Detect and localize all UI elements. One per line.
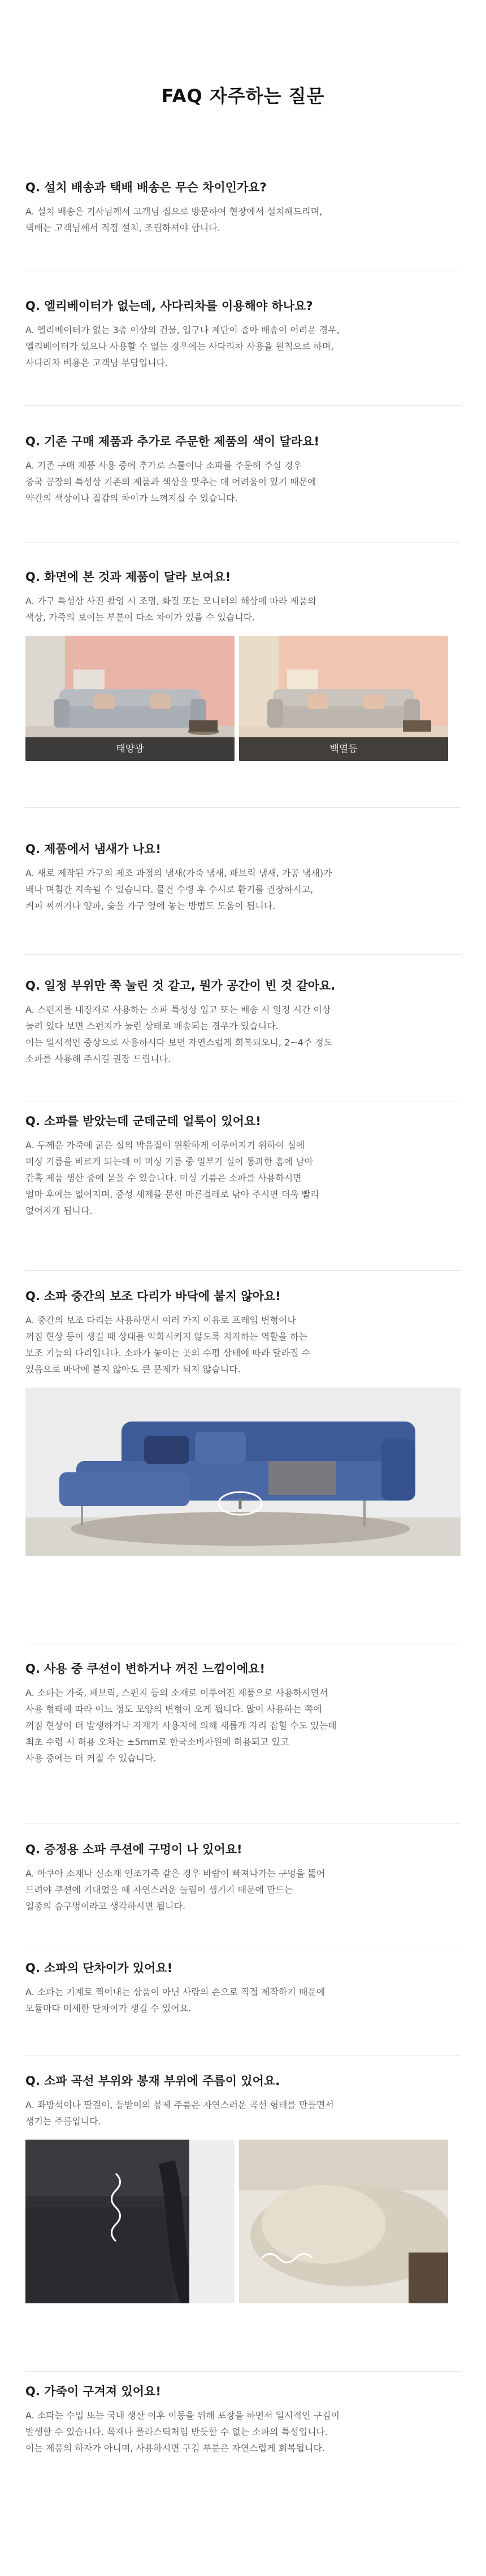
faq-item-8 — [25, 1288, 461, 1556]
question: Q. 기존 구매 제품과 추가로 주문한 제품의 색이 달라요! — [25, 435, 319, 448]
divider — [25, 954, 461, 955]
divider — [25, 1823, 461, 1824]
faq-item-5 — [25, 841, 461, 914]
beige-sofa-seam-image — [239, 2140, 448, 2303]
faq-item-7 — [25, 1113, 461, 1219]
answer: A. 소파는 수입 또는 국내 생산 이후 이동을 위해 포장을 하면서 일시적인 구김이 발생할 수 있습니다. 목재나 플라스틱처럼 반듯할 수 없는 소파의 특성입니다. 이는 제품의 하자가 아니며, 사용하시면 구김 부분은 자연스럽게 회복됩니다. — [25, 2410, 340, 2453]
faq-item-2 — [25, 298, 461, 371]
answer: A. 가구 특성상 사진 촬영 시 조명, 화질 또는 모니터의 해상에 따라 제품의 색상, 가죽의 보이는 부분이 다소 차이가 있을 수 있습니다. — [25, 596, 316, 623]
blue-sofa-image — [25, 1388, 461, 1556]
question: Q. 소파를 받았는데 군데군데 얼룩이 있어요! — [25, 1114, 261, 1128]
divider — [25, 807, 461, 808]
question: Q. 가죽이 구겨져 있어요! — [25, 2385, 161, 2398]
question: Q. 화면에 본 것과 제품이 달라 보여요! — [25, 570, 231, 584]
dark-sofa-seam-image — [25, 2140, 235, 2303]
wrinkle-photos — [25, 2140, 461, 2303]
faq-item-9 — [25, 1661, 461, 1766]
question: Q. 엘리베이터가 없는데, 사다리차를 이용해야 하나요? — [25, 299, 313, 313]
faq-item-1 — [25, 180, 461, 236]
answer: A. 좌방석이나 팔걸이, 등받이의 봉제 주름은 자연스러운 곡선 형태를 만들면서 생기는 주름입니다. — [25, 2100, 334, 2127]
faq-item-6 — [25, 978, 461, 1067]
page-title: FAQ 자주하는 질문 — [161, 85, 325, 107]
question: Q. 일정 부위만 쭉 눌린 것 같고, 뭔가 공간이 빈 것 같아요. — [25, 979, 336, 992]
answer: A. 중간의 보조 다리는 사용하면서 여러 가지 이유로 프레임 변형이나 꺼짐 현상 등이 생길 때 상대를 악화시키지 않도록 지지하는 역할을 하는 보조 기능의 다리입니다. 소파가 놓이는 곳의 수평 상태에 따라 달라질 수 있음으로 바닥에 붙지 않아도 큰 문제가 되지 않습니다. — [25, 1315, 311, 1375]
question: Q. 소파 곡선 부위와 봉재 부위에 주름이 있어요. — [25, 2074, 280, 2088]
divider — [25, 1270, 461, 1271]
answer: A. 설치 배송은 기사님께서 고객님 집으로 방문하여 현장에서 설치해드리며, 택배는 고객님께서 직접 설치, 조립하셔야 합니다. — [25, 206, 323, 233]
answer: A. 두께운 가죽에 굵은 실의 박음질이 원활하게 이루어지기 위하여 실에 미싱 기름을 바르게 되는데 이 미싱 기름 중 일부가 실이 통과한 홈에 남아 간혹 제품 생산 중에 묻을 수 있습니다. 미싱 기름은 소파를 사용하시면 얼마 후에는 없어지며, 중성 세제를 묻힌 마른걸레로 닦아 주시면 더욱 빨리 없어지게 됩니다. — [25, 1140, 319, 1216]
image-caption: 태양광 — [25, 737, 235, 761]
divider — [25, 2371, 461, 2372]
incandescent-photo — [239, 636, 448, 761]
faq-item-11 — [25, 1960, 461, 2017]
divider — [25, 542, 461, 543]
faq-item-3 — [25, 434, 461, 506]
lighting-comparison — [25, 636, 461, 761]
sunlight-photo — [25, 636, 235, 761]
support-leg-photo — [25, 1388, 461, 1556]
question: Q. 설치 배송과 택배 배송은 무슨 차이인가요? — [25, 181, 267, 194]
answer: A. 스펀지를 내장재로 사용하는 소파 특성상 입고 또는 배송 시 일정 시간 이상 눌려 있다 보면 스펀지가 눌린 상태로 배송되는 경우가 있습니다. 이는 일시적인 증상으로 사용하시다 보면 자연스럽게 회복되오니, 2~4주 정도 소파를 사용해 주시길 권장 드립니다. — [25, 1004, 333, 1064]
question: Q. 소파의 단차이가 있어요! — [25, 1961, 173, 1975]
answer: A. 아쿠아 소재나 신소재 인조가죽 같은 경우 바람이 빠져나가는 구멍을 뚫어 드려야 쿠션에 기대었을 때 자연스러운 눌림이 생기기 때문에 만드는 일종의 숨구멍이라고 생각하시면 됩니다. — [25, 1868, 326, 1912]
answer: A. 새로 제작된 가구의 제조 과정의 냄새(가죽 냄새, 패브릭 냄새, 가공 냄새)가 배나 며칠간 지속될 수 있습니다. 물건 수령 후 수시로 환기를 권장하시고, 커피 찌꺼기나 양파, 숯을 가구 옆에 놓는 방법도 도움이 됩니다. — [25, 868, 332, 911]
dark-sofa-photo — [25, 2140, 235, 2303]
answer: A. 기존 구매 제품 사용 중에 추가로 스툴이나 소파를 주문해 주실 경우 중국 공장의 특성상 기존의 제품과 색상을 맞추는 데 어려움이 있기 때문에 약간의 색상이나 질감의 차이가 느껴지실 수 있습니다. — [25, 460, 316, 504]
question: Q. 사용 중 쿠션이 변하거나 꺼진 느낌이에요! — [25, 1662, 266, 1676]
question: Q. 소파 중간의 보조 다리가 바닥에 붙지 않아요! — [25, 1289, 281, 1303]
answer: A. 소파는 가죽, 패브릭, 스펀지 등의 소재로 이루어진 제품으로 사용하시면서 사용 형태에 따라 어느 정도 모양의 변형이 오게 됩니다. 많이 사용하는 쪽에 꺼짐 현상이 더 발생하거나 자재가 사용자에 의해 새롭게 자리 잡힐 수도 있는데 최초 수령 시 허용 오차는 ±5mm로 한국소비자원에 허용되고 있고 사용 중에는 더 커질 수 있습니다. — [25, 1687, 337, 1764]
question: Q. 증정용 소파 쿠션에 구멍이 나 있어요! — [25, 1843, 242, 1856]
faq-item-10 — [25, 1842, 461, 1914]
beige-sofa-photo — [239, 2140, 448, 2303]
divider — [25, 405, 461, 406]
image-caption: 백열등 — [239, 737, 448, 761]
answer: A. 소파는 기계로 찍어내는 상품이 아닌 사람의 손으로 직접 제작하기 때문에 모듈마다 미세한 단차이가 생길 수 있어요. — [25, 1987, 326, 2014]
faq-item-12 — [25, 2073, 461, 2303]
faq-item-4 — [25, 569, 461, 761]
faq-item-13 — [25, 2383, 461, 2456]
question: Q. 제품에서 냄새가 나요! — [25, 842, 161, 856]
answer: A. 엘리베이터가 없는 3층 이상의 건물, 입구나 계단이 좁아 배송이 어려운 경우, 엘리베이터가 있으나 사용할 수 없는 경우에는 사다리차 사용을 원칙으로 하며, 사다리차 비용은 고객님 부담입니다. — [25, 325, 340, 368]
